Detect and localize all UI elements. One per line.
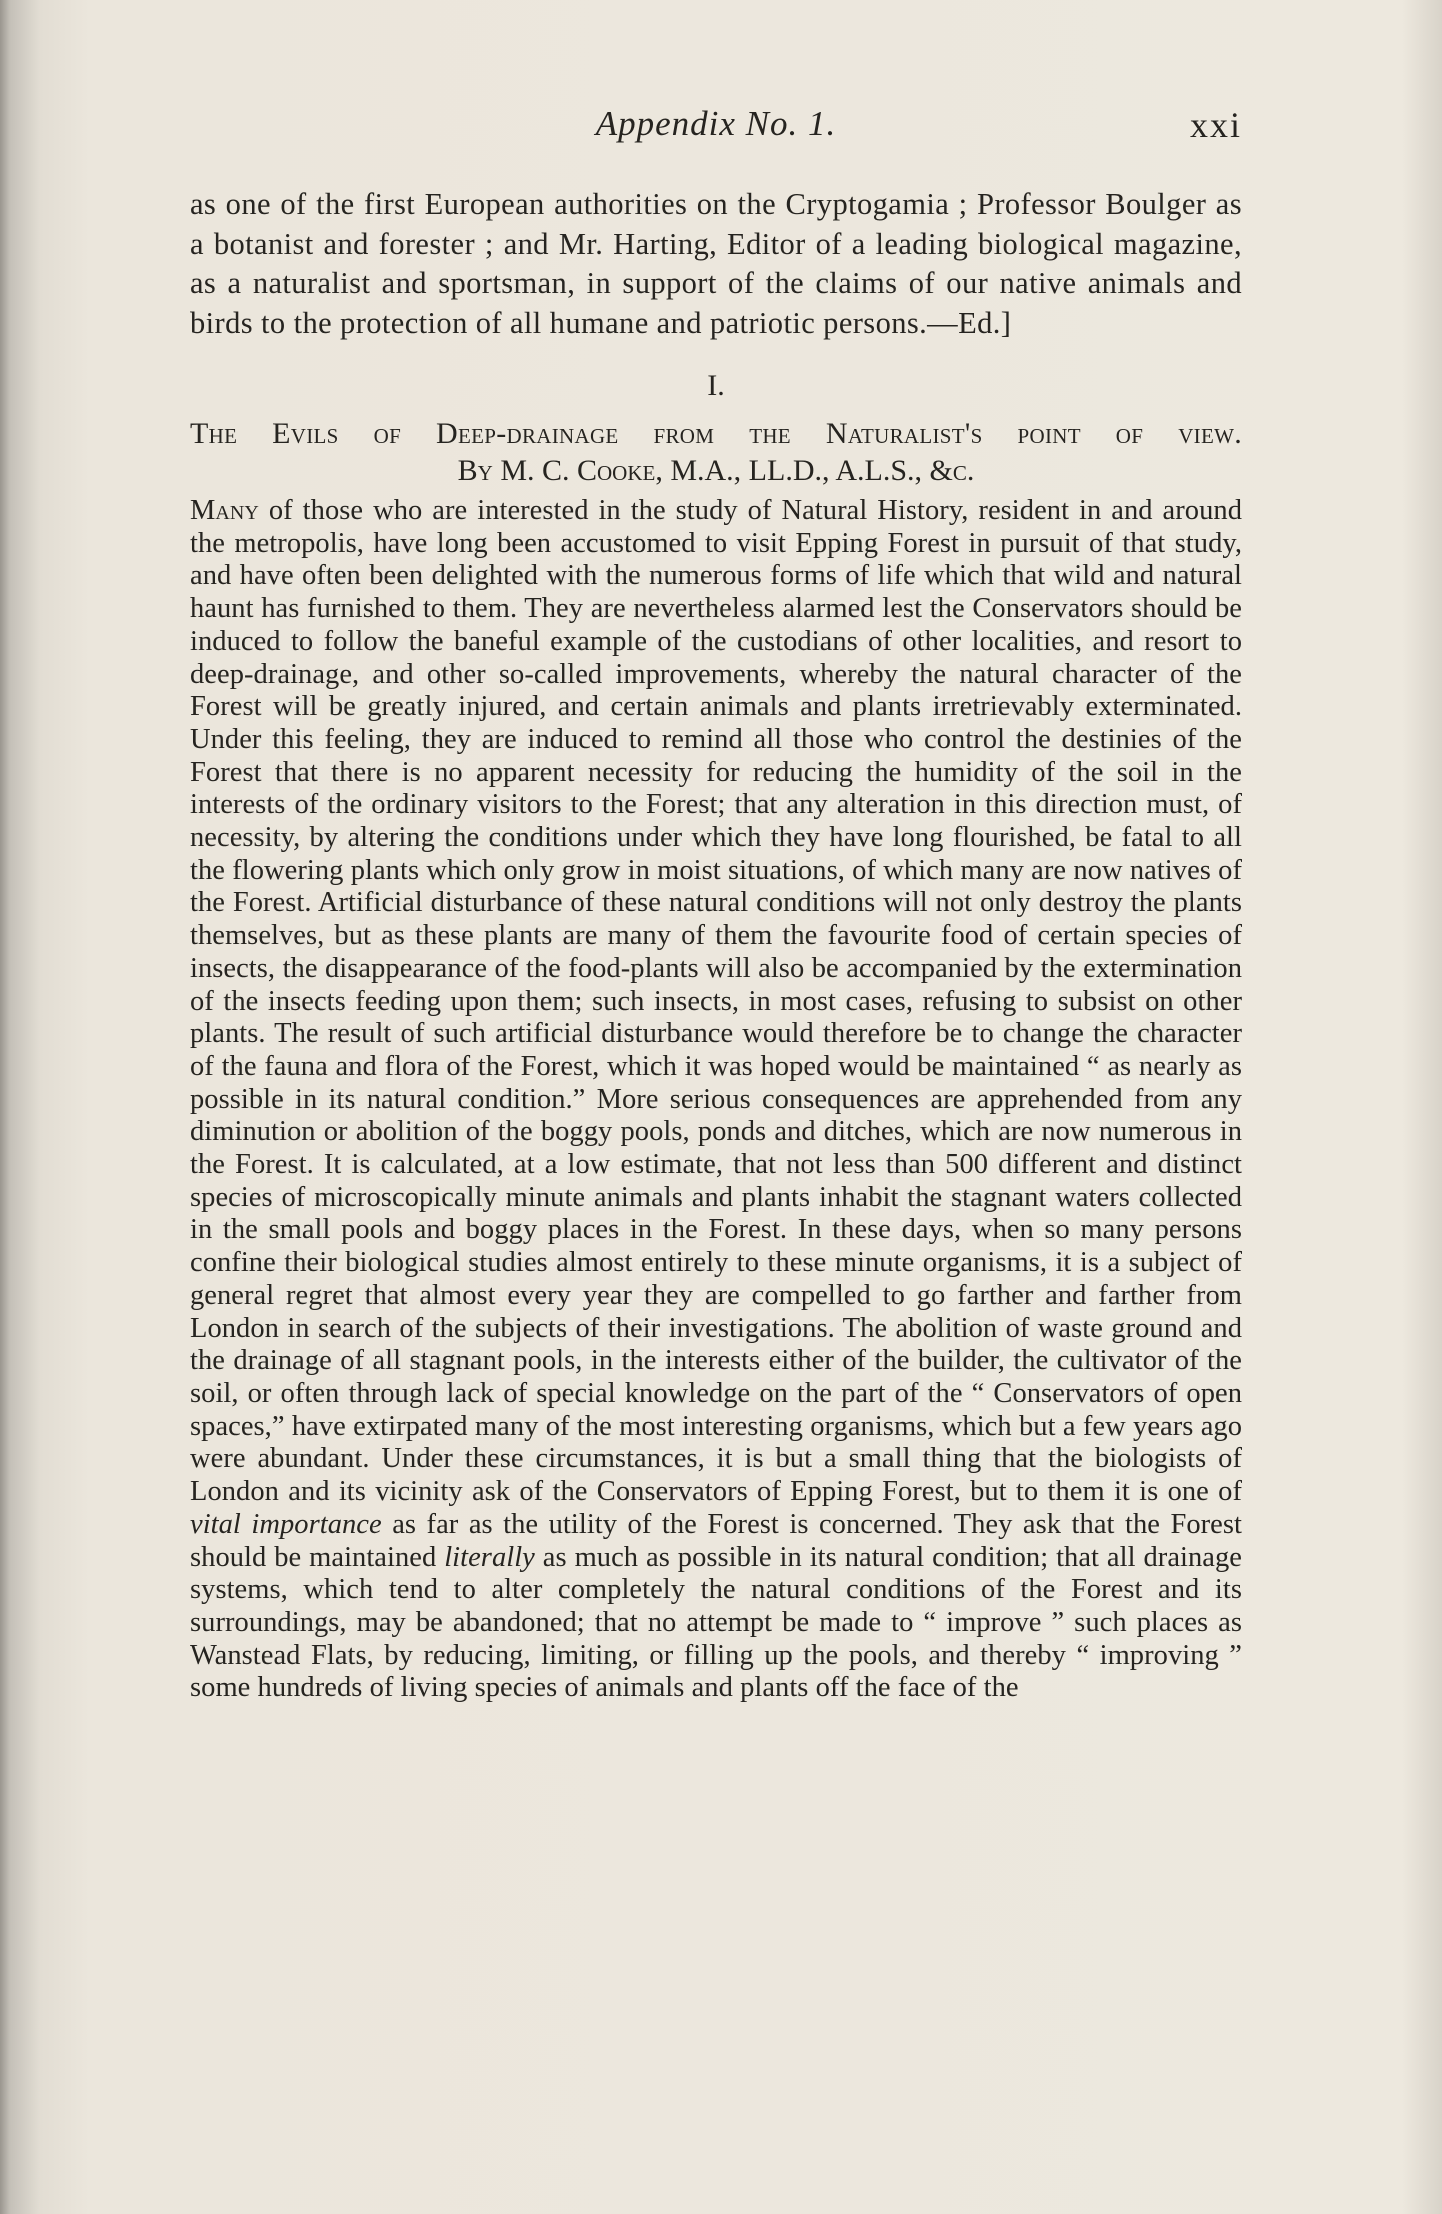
author-byline: By M. C. Cooke, M.A., LL.D., A.L.S., &c.	[457, 454, 975, 487]
text-column	[190, 185, 1242, 1705]
emphasis-literally: literally	[444, 1541, 535, 1573]
body-text	[190, 495, 1242, 1705]
body-segment-3: as far as the utility of the Forest is concerned. They ask that the Forest should be maintained	[190, 1508, 1242, 1573]
section-number: I.	[707, 369, 725, 402]
body-segment-5: as much as possible in its natural condition; that all drainage systems, which tend to alter completely the natural conditions of the Forest and its surroundings, may be abandoned; that no attempt be made to “ improve ” such places as Wanstead Flats, by reducing, limiting, or filling up the pools, and thereby “ improving ” some hundreds of living species of animals and plants off the face of the	[190, 1541, 1242, 1704]
page-header	[190, 104, 1242, 154]
body-segment-1: of those who are interested in the study of Natural History, resident in and around the metropolis, have long been accustomed to visit Epping Forest in pursuit of that study, and have often been delighted with the numerous forms of life which that wild and natural haunt has furnished to them. They are nevertheless alarmed lest the Conservators should be induced to follow the baneful example of the custodians of other localities, and resort to deep-drainage, and other so-called improvements, whereby the natural character of the Forest will be greatly injured, and certain animals and plants irretrievably exterminated. Under this feeling, they are induced to remind all those who control the destinies of the Forest that there is no apparent necessity for reducing the humidity of the soil in the interests of the ordinary visitors to the Forest; that any alteration in this direction must, of necessity, by altering the conditions under which they have long flourished, be fatal to all the flowering plants which only grow in moist situations, of which many are now natives of the Forest. Artificial disturbance of these natural conditions will not only destroy the plants themselves, but as these plants are many of them the favourite food of certain species of insects, the disappearance of the food-plants will also be accompanied by the extermination of the insects feeding upon them; such insects, in most cases, refusing to subsist on other plants. The result of such artificial disturbance would therefore be to change the character of the fauna and flora of the Forest, which it was hoped would be maintained “ as nearly as possible in its natural condition.” More serious consequences are apprehended from any diminution or abolition of the boggy pools, ponds and ditches, which are now numerous in the Forest. It is calculated, at a low estimate, that not less than 500 different and distinct species of microscopically minute animals and plants inhabit the stagnant waters collected in the small pools and boggy places in the Forest. In these days, when so many persons confine their biological studies almost entirely to these minute organisms, it is a subject of general regret that almost every year they are compelled to go farther and farther from London in search of the subjects of their investigations. The abolition of waste ground and the drainage of all stagnant pools, in the interests either of the builder, the cultivator of the soil, or often through lack of special knowledge on the part of the “ Conservators of open spaces,” have extirpated many of the most interesting organisms, which but a few years ago were abundant. Under these circumstances, it is but a small thing that the biologists of London and its vicinity ask of the Conservators of Epping Forest, but to them it is one of	[190, 495, 1242, 1508]
running-head: Appendix No. 1.	[595, 104, 837, 143]
intro-paragraph: as one of the first European authorities on the Cryptogamia ; Professor Boulger as a botanist and forester ; and Mr. Harting, Editor of a leading biological magazine, as a naturalist and sportsman, in support of the claims of our native animals and birds to the protection of all humane and patriotic persons.—Ed.]	[190, 187, 1242, 340]
emphasis-vital-importance: vital importance	[190, 1508, 382, 1540]
section-title: The Evils of Deep-drainage from the Naturalist's point of view.	[190, 417, 1242, 450]
page-number: xxi	[1189, 105, 1242, 145]
lead-word: Many	[190, 495, 259, 526]
intro-paragraph-block	[190, 185, 1242, 343]
body-paragraph	[190, 495, 1242, 1705]
